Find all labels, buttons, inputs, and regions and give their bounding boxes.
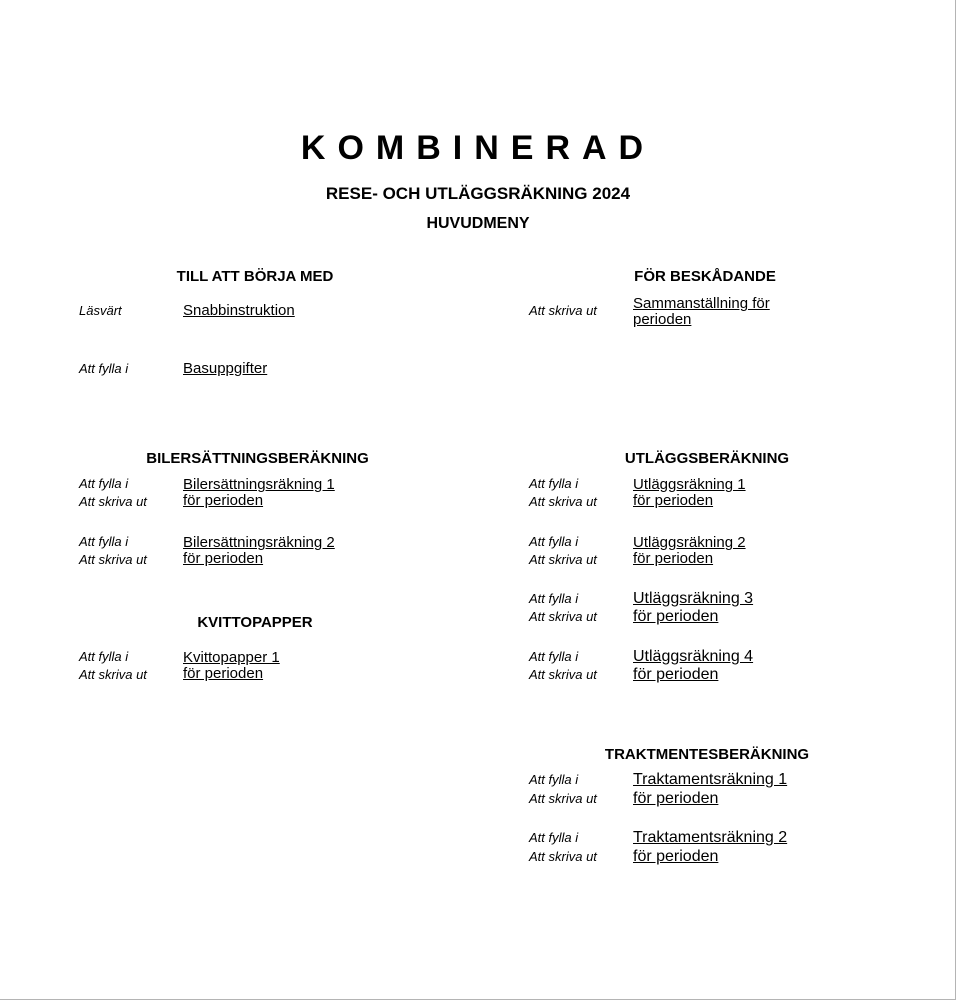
link-bilersattning-2-period[interactable]: för perioden	[183, 550, 264, 567]
link-traktament-2[interactable]: Traktamentsräkning 2	[633, 829, 788, 846]
link-snabbinstruktion[interactable]: Snabbinstruktion	[183, 302, 295, 319]
row-tag-print: Att skriva ut	[529, 552, 597, 567]
link-kvittopapper-1[interactable]: Kvittopapper 1	[183, 649, 280, 666]
row-tag-fill: Att fylla i	[79, 649, 129, 664]
menu-title: HUVUDMENY	[426, 215, 530, 232]
row-tag-fill: Att fylla i	[529, 591, 579, 606]
row-tag: Att fylla i	[79, 361, 129, 376]
row-tag-print: Att skriva ut	[79, 667, 147, 682]
section-heading-receipt: KVITTOPAPPER	[197, 614, 313, 631]
row-tag-fill: Att fylla i	[79, 476, 129, 491]
link-traktament-2-period[interactable]: för perioden	[633, 848, 719, 865]
link-utlagg-3[interactable]: Utläggsräkning 3	[633, 590, 754, 607]
section-heading-start: TILL ATT BÖRJA MED	[176, 268, 334, 285]
row-tag-print: Att skriva ut	[529, 667, 597, 682]
row-tag-print: Att skriva ut	[79, 494, 147, 509]
row-tag-print: Att skriva ut	[529, 849, 597, 864]
link-utlagg-1-period[interactable]: för perioden	[633, 492, 714, 509]
link-sammanstallning-line1[interactable]: Sammanställning för	[633, 295, 770, 312]
link-utlagg-2[interactable]: Utläggsräkning 2	[633, 534, 746, 551]
link-utlagg-1[interactable]: Utläggsräkning 1	[633, 476, 746, 493]
page-title: KOMBINERAD	[300, 129, 656, 167]
row-tag: Att skriva ut	[529, 303, 597, 318]
section-heading-expense: UTLÄGGSBERÄKNING	[624, 450, 790, 467]
link-utlagg-4-period[interactable]: för perioden	[633, 666, 719, 683]
row-tag-print: Att skriva ut	[529, 494, 597, 509]
page-subtitle: RESE- OCH UTLÄGGSRÄKNING 2024	[325, 184, 631, 203]
link-bilersattning-1[interactable]: Bilersättningsräkning 1	[183, 476, 335, 493]
row-tag-print: Att skriva ut	[529, 609, 597, 624]
section-heading-view: FÖR BESKÅDANDE	[634, 268, 776, 285]
row-tag-fill: Att fylla i	[79, 534, 129, 549]
row-tag-print: Att skriva ut	[79, 552, 147, 567]
link-sammanstallning-line2[interactable]: perioden	[633, 311, 692, 328]
row-tag-fill: Att fylla i	[529, 772, 579, 787]
section-heading-car: BILERSÄTTNINGSBERÄKNING	[146, 450, 369, 467]
link-traktament-1[interactable]: Traktamentsräkning 1	[633, 771, 788, 788]
row-tag-fill: Att fylla i	[529, 476, 579, 491]
link-utlagg-2-period[interactable]: för perioden	[633, 550, 714, 567]
row-tag-print: Att skriva ut	[529, 791, 597, 806]
row-tag-fill: Att fylla i	[529, 649, 579, 664]
link-kvittopapper-1-period[interactable]: för perioden	[183, 665, 264, 682]
row-tag-fill: Att fylla i	[529, 830, 579, 845]
link-utlagg-4[interactable]: Utläggsräkning 4	[633, 648, 754, 665]
section-heading-allowance: TRAKTMENTESBERÄKNING	[604, 746, 810, 763]
link-traktament-1-period[interactable]: för perioden	[633, 790, 719, 807]
row-tag-fill: Att fylla i	[529, 534, 579, 549]
link-basuppgifter[interactable]: Basuppgifter	[183, 360, 268, 377]
link-bilersattning-2[interactable]: Bilersättningsräkning 2	[183, 534, 335, 551]
row-tag: Läsvärt	[79, 303, 122, 318]
link-utlagg-3-period[interactable]: för perioden	[633, 608, 719, 625]
link-bilersattning-1-period[interactable]: för perioden	[183, 492, 264, 509]
